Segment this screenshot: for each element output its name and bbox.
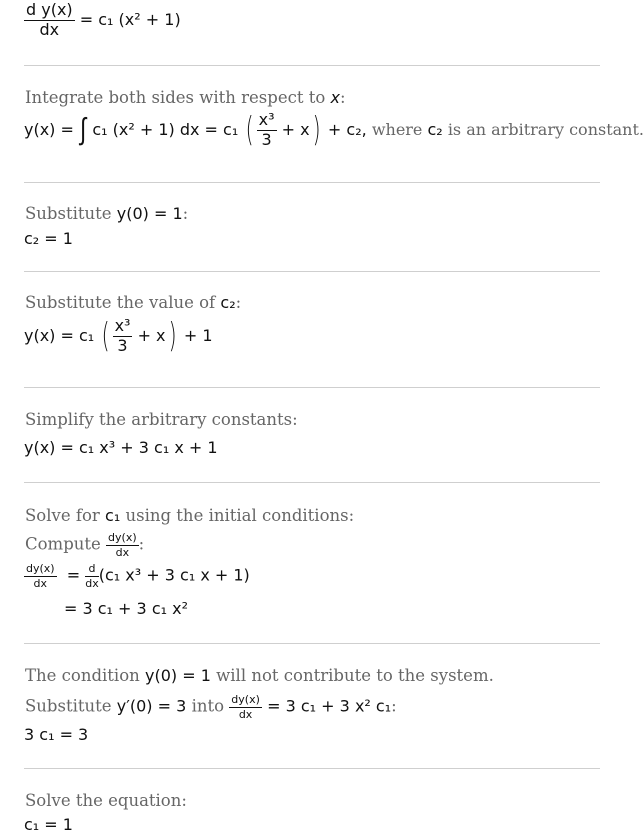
substituted-equation: y(x) = c₁ ( $\frac{\text{x³}}{3}$ + x) + 1: [24, 316, 213, 357]
step-caption: Substitute y(0) = 1:: [25, 204, 189, 223]
top-equation: [24, 2, 181, 39]
divider: [24, 271, 600, 272]
final-result: c₁ = 1: [24, 815, 73, 834]
derivative-line: $\frac{dy(x)}{dx}$ = $\frac{d}{dx}$ (c₁ x³ + 3 c₁ x + 1): [26, 562, 250, 590]
step-caption: Integrate both sides with respect to x:: [25, 88, 346, 107]
step-result: y(x) = c₁ x³ + 3 c₁ x + 1: [24, 438, 218, 457]
derivative-result: = 3 c₁ + 3 c₁ x²: [64, 599, 188, 618]
step-caption: Substitute the value of c₂:: [25, 293, 242, 312]
divider: [24, 643, 600, 644]
step-caption: Solve the equation:: [25, 791, 187, 810]
step-caption: Solve for c₁ using the initial conditions:: [25, 506, 355, 525]
step-result: c₂ = 1: [24, 229, 73, 248]
step-caption: The condition y(0) = 1 will not contribute to the system.: [25, 666, 494, 685]
divider: [24, 65, 600, 66]
compute-line: Compute $\frac{dy(x)}{dx}$ :: [25, 531, 145, 559]
derivative-fraction: $\frac{\text{d y(x)}}{dx}$: [26, 0, 73, 39]
substitute-line: Substitute y′(0) = 3 into $\frac{dy(x)}{dx}$ = 3 c₁ + 3 x² c₁:: [25, 693, 397, 721]
integral-sign-icon: ∫: [80, 112, 87, 148]
divider: [24, 387, 600, 388]
step-result: 3 c₁ = 3: [24, 725, 89, 744]
divider: [24, 182, 600, 183]
top-rhs: = c₁ (x² + 1): [79, 9, 181, 29]
divider: [24, 768, 600, 769]
step-caption: Simplify the arbitrary constants:: [25, 410, 298, 429]
integration-equation: y(x) = ∫ c₁ (x² + 1) dx = c₁ ( $\frac{\text{x³}}{3}$ + x) + c₂, where c₂ is an arbitrary constant.: [24, 110, 644, 151]
divider: [24, 482, 600, 483]
